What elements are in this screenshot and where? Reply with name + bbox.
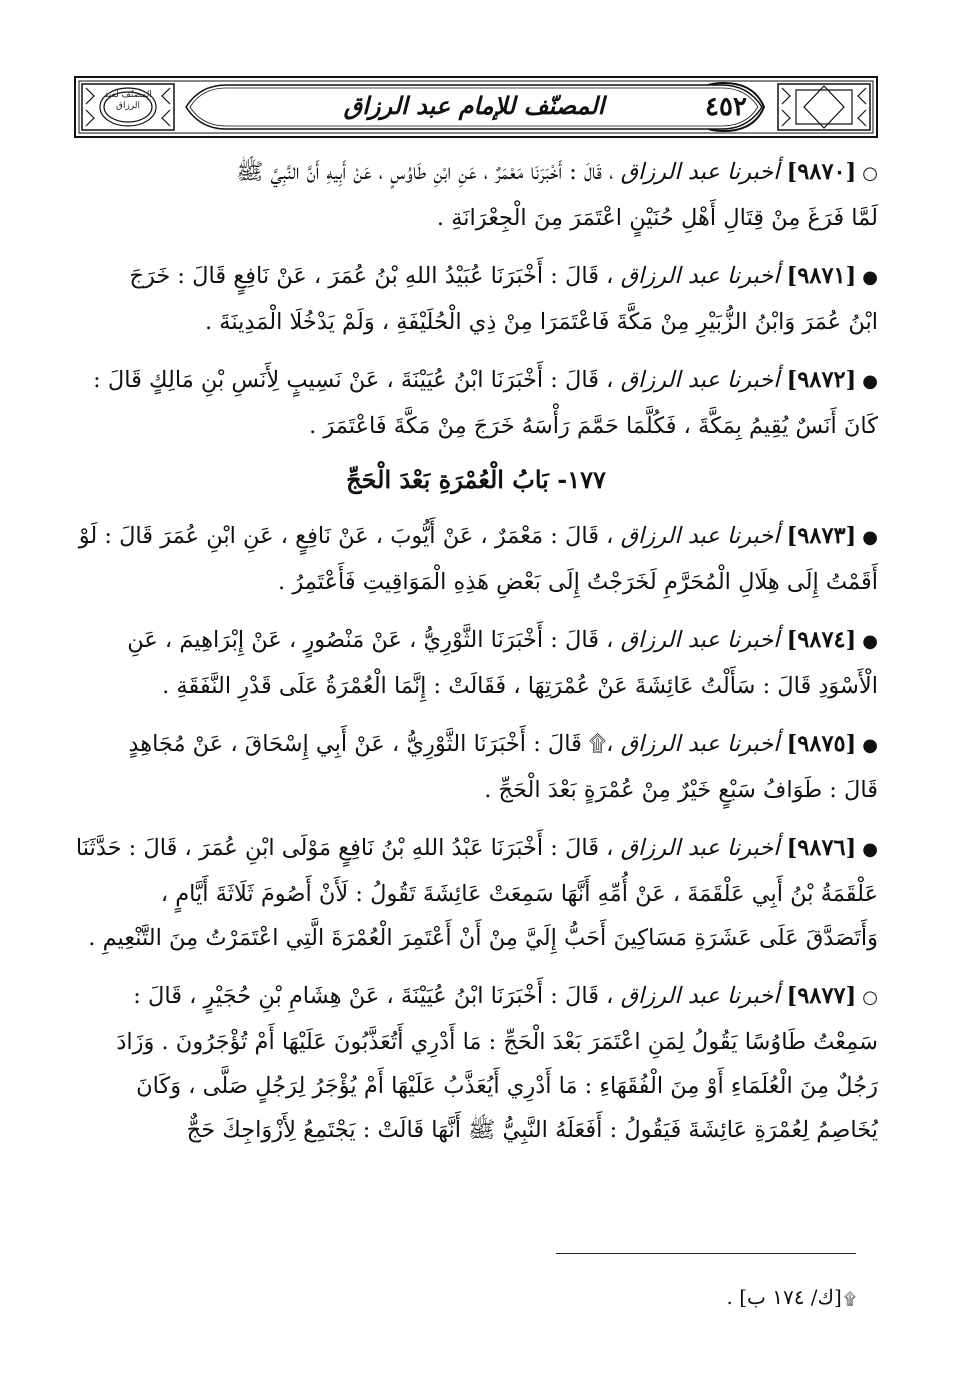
text-line (74, 916, 878, 960)
hadith-number: [٩٨٧٦] (786, 835, 857, 861)
page-header (74, 76, 878, 138)
narrator-phrase: أخبرنا عبد الرزاق (620, 159, 780, 185)
text-line (74, 872, 878, 916)
line-text: لَمَّا فَرَغَ مِنْ قِتَالِ أَهْلِ حُنَيْنٍ اعْتَمَرَ مِنَ الْجِعْرَانَةِ . (436, 205, 878, 231)
text-line (74, 826, 878, 872)
line-text: الْأَسْوَدِ قَالَ : سَأَلْتُ عَائِشَةَ عَنْ عُمْرَتِهَا ، فَقَالَتْ : إِنَّمَا الْعُمْرَةُ عَلَى قَدْرِ النَّفَقَةِ . (162, 673, 878, 699)
narrator-phrase: أخبرنا عبد الرزاق (620, 835, 780, 861)
hadith-entry (74, 358, 878, 448)
header-emblem: المصنّف لعبد الرزاق (104, 90, 152, 111)
entries-group-2 (74, 514, 878, 1152)
text-line (74, 300, 878, 344)
hadith-number: [٩٨٧١] (786, 263, 857, 289)
hadith-number: [٩٨٧٧] (786, 983, 857, 1009)
folio-marker-icon: ۩ (843, 1289, 856, 1308)
line-text: أَقَمْتُ إِلَى هِلَالِ الْمُحَرَّمِ لَخَرَجْتُ إِلَى بَعْضِ هَذِهِ الْمَوَاقِيتِ فَأَعْتَمِرُ . (278, 569, 878, 595)
line-text: قَالَ : طَوَافُ سَبْعٍ خَيْرٌ مِنْ عُمْرَةٍ بَعْدَ الْحَجِّ . (484, 777, 878, 803)
filled-circle-icon: ● (862, 371, 878, 392)
text-line (74, 664, 878, 708)
hadith-entry (74, 254, 878, 344)
narrator-phrase: أخبرنا عبد الرزاق (620, 731, 780, 757)
text-line (74, 1020, 878, 1064)
hadith-number: [٩٨٧٢] (786, 367, 857, 393)
footnote (556, 1282, 856, 1314)
line-text: ، قَالَ : أَخْبَرَنَا عَبْدُ اللهِ بْنُ نَافِعٍ مَوْلَى ابْنِ عُمَرَ ، قَالَ : حَدَّثَنَا (75, 835, 614, 861)
hadith-number: [٩٨٧٥] (786, 731, 857, 757)
line-text: رَجُلٌ مِنَ الْعُلَمَاءِ أَوْ مِنَ الْفُقَهَاءِ : مَا أَدْرِي أَيُعَذَّبُ عَلَيْهَا أَمْ يُؤْجَرُ لِرَجُلٍ صَلَّى ، وَكَانَ (136, 1073, 878, 1099)
text-line (74, 618, 878, 664)
text-line (74, 722, 878, 768)
narrator-phrase: أخبرنا عبد الرزاق (620, 367, 780, 393)
filled-circle-icon: ● (862, 735, 878, 756)
hadith-entry (74, 514, 878, 604)
narrator-phrase: أخبرنا عبد الرزاق (620, 983, 780, 1009)
text-line (74, 514, 878, 560)
filled-circle-icon: ● (862, 839, 878, 860)
running-title: المصنّف للإمام عبد الرزاق (343, 91, 605, 120)
entries-group-1 (74, 150, 878, 448)
filled-circle-icon: ● (862, 527, 878, 548)
line-text: سَمِعْتُ طَاوُسًا يَقُولُ لِمَنِ اعْتَمَرَ بَعْدَ الْحَجِّ : مَا أَدْرِي أَتُعَذَّبُونَ عَلَيْهَا أَمْ تُؤْجَرُونَ . وَزَادَ (116, 1029, 878, 1055)
narrator-phrase: أخبرنا عبد الرزاق (620, 627, 780, 653)
hadith-number: [٩٨٧٣] (786, 523, 857, 549)
page-number: ٤٥٢ (705, 92, 747, 122)
text-line (74, 358, 878, 404)
line-text: وَأَتَصَدَّقَ عَلَى عَشَرَةِ مَسَاكِينَ أَحَبُّ إِلَيَّ مِنْ أَنْ أَعْتَمِرَ الْعُمْرَةَ الَّتِي اعْتَمَرْتُ مِنَ التَّنْعِيمِ . (88, 925, 878, 951)
footnote-text: [ك/ ١٧٤ ب] . (726, 1285, 842, 1309)
hadith-number: [٩٨٧٠] (786, 159, 857, 185)
line-text: ،۩ قَالَ : أَخْبَرَنَا الثَّوْرِيُّ ، عَنْ أَبِي إِسْحَاقَ ، عَنْ مُجَاهِدٍ (128, 731, 614, 757)
text-line (74, 254, 878, 300)
line-text: كَانَ أَنَسٌ يُقِيمُ بِمَكَّةَ ، فَكُلَّمَا حَمَّمَ رَأْسَهُ خَرَجَ مِنْ مَكَّةَ فَاعْتَمَرَ . (309, 413, 878, 439)
hadith-number: [٩٨٧٤] (786, 627, 857, 653)
chapter-heading: ١٧٧- بَابُ الْعُمْرَةِ بَعْدَ الْحَجِّ (346, 465, 606, 494)
page-body (74, 150, 878, 1152)
hadith-entry (74, 150, 878, 240)
text-line (74, 1064, 878, 1108)
narrator-phrase: أخبرنا عبد الرزاق (620, 523, 780, 549)
filled-circle-icon: ● (862, 267, 878, 288)
line-text: ، قَالَ : أَخْبَرَنَا ابْنُ عُيَيْنَةَ ، عَنْ هِشَامِ بْنِ حُجَيْرٍ ، قَالَ : (133, 983, 614, 1009)
line-text: عَلْقَمَةُ بْنُ أَبِي عَلْقَمَةَ ، عَنْ أُمِّهِ أَنَّهَا سَمِعَتْ عَائِشَةَ تَقُولُ : لَأَنْ أَصُومَ ثَلَاثَةَ أَيَّامٍ ، (160, 881, 878, 907)
text-line (74, 404, 878, 448)
footnote-separator (556, 1253, 856, 1254)
line-text: يُخَاصِمُ لِعُمْرَةِ عَائِشَةَ فَيَقُولُ : أَفَعَلَهُ النَّبِيُّ ﷺ أَنَّهَا قَالَتْ : يَجْتَمِعُ لِأَزْوَاجِكَ حَجٌّ (186, 1117, 878, 1143)
line-text: ابْنُ عُمَرَ وَابْنُ الزُّبَيْرِ مِنْ مَكَّةَ فَاعْتَمَرَا مِنْ ذِي الْحُلَيْفَةِ ، وَلَمْ يَدْخُلَا الْمَدِينَةَ . (204, 309, 878, 335)
line-text: ، قَالَ : أَخْبَرَنَا الثَّوْرِيُّ ، عَنْ مَنْصُورٍ ، عَنْ إِبْرَاهِيمَ ، عَنِ (127, 627, 614, 653)
text-line (74, 560, 878, 604)
open-circle-icon: ○ (862, 163, 878, 184)
filled-circle-icon: ● (862, 631, 878, 652)
line-text: ، قَالَ : أَخْبَرَنَا مَعْمَرٌ ، عَنِ ابْنِ طَاوُسٍ ، عَنْ أَبِيهِ أَنَّ النَّبِيَّ ﷺ (236, 159, 614, 185)
hadith-entry (74, 826, 878, 960)
narrator-phrase: أخبرنا عبد الرزاق (620, 263, 780, 289)
text-line (74, 196, 878, 240)
text-line (74, 1108, 878, 1152)
hadith-entry (74, 974, 878, 1152)
hadith-entry (74, 618, 878, 708)
text-line (74, 768, 878, 812)
hadith-entry (74, 722, 878, 812)
line-text: ، قَالَ : أَخْبَرَنَا عُبَيْدُ اللهِ بْنُ عُمَرَ ، عَنْ نَافِعٍ قَالَ : خَرَجَ (129, 263, 614, 289)
text-line (74, 150, 878, 196)
line-text: ، قَالَ : أَخْبَرَنَا ابْنُ عُيَيْنَةَ ، عَنْ نَسِيبٍ لِأَنَسِ بْنِ مَالِكٍ قَالَ : (93, 367, 614, 393)
open-circle-icon: ○ (862, 987, 878, 1008)
text-line (74, 974, 878, 1020)
line-text: ، قَالَ : مَعْمَرٌ ، عَنْ أَيُّوبَ ، عَنْ نَافِعٍ ، عَنِ ابْنِ عُمَرَ قَالَ : لَوْ (78, 523, 614, 549)
